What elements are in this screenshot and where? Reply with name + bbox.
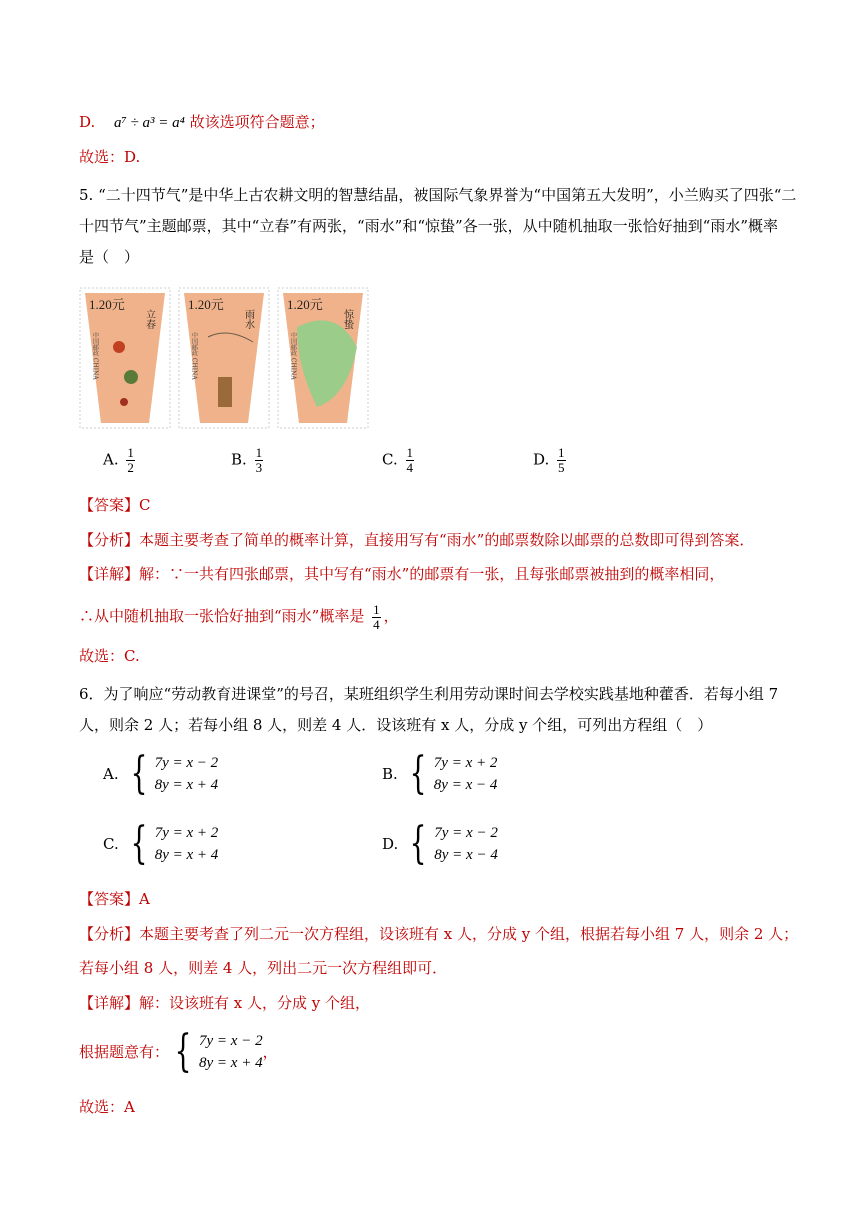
q6-detail2-eq1: 7y = x − 2 <box>199 1033 263 1049</box>
q6-option-b-eq1: 7y = x + 2 <box>433 755 498 771</box>
q6-detail2-prefix: 根据题意有： <box>79 1043 170 1061</box>
q5-detail2-suffix: ， <box>383 607 399 625</box>
q6-option-d-eq1: 7y = x − 2 <box>434 825 498 841</box>
q5-option-a-fraction <box>126 446 135 475</box>
q4-d-comment: 故该选项符合题意； <box>189 113 325 131</box>
stamp-lichun <box>79 287 171 429</box>
q6-option-d <box>382 818 498 869</box>
q4-d-expression: a⁷ ÷ a³ = a⁴ <box>114 115 185 131</box>
q5-option-c-fraction <box>406 446 415 475</box>
q6-analysis-line2: 若每小组 8 人，则差 4 人，列出二元一次方程组即可． <box>79 959 448 977</box>
q6-detail-system <box>79 1026 278 1077</box>
q4-choice: 故选：D. <box>79 148 141 166</box>
q6-option-b-brace: { <box>409 748 427 799</box>
stamp-lichun-name: 立春 <box>143 309 155 329</box>
q5-option-a-label: A. <box>103 450 119 469</box>
q5-analysis-text: 本题主要考查了简单的概率计算，直接用写有“雨水”的邮票数除以邮票的总数即可得到答案． <box>139 531 755 549</box>
q6-option-b <box>382 748 498 799</box>
q5-detail2-prefix: ∴从中随机抽取一张恰好抽到“雨水”概率是 <box>79 607 365 625</box>
q6-answer-tag: 【答案】 <box>79 890 140 908</box>
q5-option-c-label: C. <box>382 450 398 469</box>
q5-answer <box>79 495 151 515</box>
q5-option-d-fraction <box>557 446 566 475</box>
q5-option-b-fraction <box>255 446 264 475</box>
q5-detail-conclusion <box>79 598 399 634</box>
stamp-jingzhe-name: 惊蛰 <box>341 309 353 329</box>
q5-stem-line3: 是（ ） <box>79 248 140 266</box>
q5-option-a-num: 1 <box>127 445 134 460</box>
q5-detail2-fraction <box>372 603 381 632</box>
stamp-jingzhe-country: 中国邮政 CHINA <box>289 332 297 380</box>
stamp-yushui <box>178 287 270 429</box>
q5-option-b <box>231 446 266 475</box>
q5-option-d-label: D. <box>533 450 550 469</box>
q6-option-c <box>103 818 219 869</box>
q5-detail-text: 解：∵一共有四张邮票，其中写有“雨水”的邮票有一张，且每张邮票被抽到的概率相同， <box>139 565 725 583</box>
q6-detail-tag: 【详解】 <box>79 994 140 1012</box>
q5-answer-tag: 【答案】 <box>79 496 140 514</box>
q6-detail <box>79 993 370 1013</box>
q5-option-d-den: 5 <box>558 460 565 475</box>
q5-stem-line2: 十四节气”主题邮票，其中“立春”有两张，“雨水”和“惊蛰”各一张，从中随机抽取一张恰好抽到“雨水”概率 <box>79 217 779 235</box>
q6-analysis-line1 <box>79 924 798 944</box>
q5-detail2-den: 4 <box>373 616 380 632</box>
q6-detail2-brace: { <box>174 1026 192 1077</box>
q5-option-b-label: B. <box>231 450 247 469</box>
q6-option-c-label: C. <box>103 835 119 853</box>
q6-option-c-brace: { <box>130 818 148 869</box>
q6-option-a-brace: { <box>130 748 148 799</box>
stamp-yushui-value: 1.20元 <box>188 297 224 312</box>
q5-option-d <box>533 446 569 475</box>
q6-option-d-label: D. <box>382 835 399 853</box>
q6-option-c-eq1: 7y = x + 2 <box>154 825 219 841</box>
q6-answer-value: A <box>139 890 150 908</box>
q5-option-c-den: 4 <box>406 460 413 475</box>
q6-stem-line1: 6．为了响应“劳动教育进课堂”的号召，某班组织学生利用劳动课时间去学校实践基地种藿香．若每小组 7 <box>79 685 779 703</box>
q5-detail <box>79 564 724 584</box>
stamp-jingzhe <box>277 287 369 429</box>
q6-option-d-eq2: 8y = x − 4 <box>434 847 498 863</box>
q5-option-b-den: 3 <box>255 460 263 475</box>
q6-option-c-eq2: 8y = x + 4 <box>154 847 219 863</box>
q5-option-a-den: 2 <box>127 460 134 475</box>
q5-analysis <box>79 530 754 550</box>
stamp-lichun-country: 中国邮政 CHINA <box>91 332 99 380</box>
stamp-yushui-country: 中国邮政 CHINA <box>190 332 198 380</box>
q5-option-b-num: 1 <box>255 445 263 460</box>
q6-stem-line2: 人，则余 2 人；若每小组 8 人，则差 4 人．设该班有 x 人，分成 y 个组，可列出方程组（ ） <box>79 716 713 734</box>
q4-d-label: D. <box>79 113 96 131</box>
q6-detail2-eq2: 8y = x + 4 <box>199 1055 263 1071</box>
q5-option-c-num: 1 <box>406 445 413 460</box>
q5-option-d-num: 1 <box>558 445 565 460</box>
q6-option-b-label: B. <box>382 765 398 783</box>
q6-detail-text: 解：设该班有 x 人，分成 y 个组， <box>139 994 371 1012</box>
q5-choice: 故选：C. <box>79 647 140 665</box>
q6-option-a-eq2: 8y = x + 4 <box>154 777 219 793</box>
q6-option-d-brace: { <box>409 818 427 869</box>
stamp-yushui-name: 雨水 <box>242 309 254 329</box>
q6-option-a-eq1: 7y = x − 2 <box>154 755 219 771</box>
q6-analysis-text1: 本题主要考查了列二元一次方程组，设该班有 x 人，分成 y 个组，根据若每小组 7 人，则余 2 人； <box>139 925 799 943</box>
q6-option-a-label: A. <box>103 765 119 783</box>
q5-analysis-tag: 【分析】 <box>79 531 140 549</box>
q6-analysis-tag: 【分析】 <box>79 925 140 943</box>
q5-stem-line1: 5. “二十四节气”是中华上古农耕文明的智慧结晶，被国际气象界誉为“中国第五大发明”，小兰购买了四张“二 <box>79 186 797 204</box>
q5-detail-tag: 【详解】 <box>79 565 140 583</box>
q5-detail2-num: 1 <box>373 601 380 617</box>
q6-choice: 故选：A <box>79 1098 135 1116</box>
q6-answer <box>79 889 150 909</box>
q6-option-b-eq2: 8y = x − 4 <box>433 777 498 793</box>
q6-detail2-suffix: ， <box>262 1043 278 1061</box>
q4-option-d <box>79 112 325 133</box>
q5-answer-value: C <box>139 496 151 514</box>
q6-option-a <box>103 748 219 799</box>
stamp-lichun-value: 1.20元 <box>89 297 125 312</box>
stamp-jingzhe-value: 1.20元 <box>287 297 323 312</box>
q5-option-a <box>103 446 138 475</box>
q5-option-c <box>382 446 417 475</box>
